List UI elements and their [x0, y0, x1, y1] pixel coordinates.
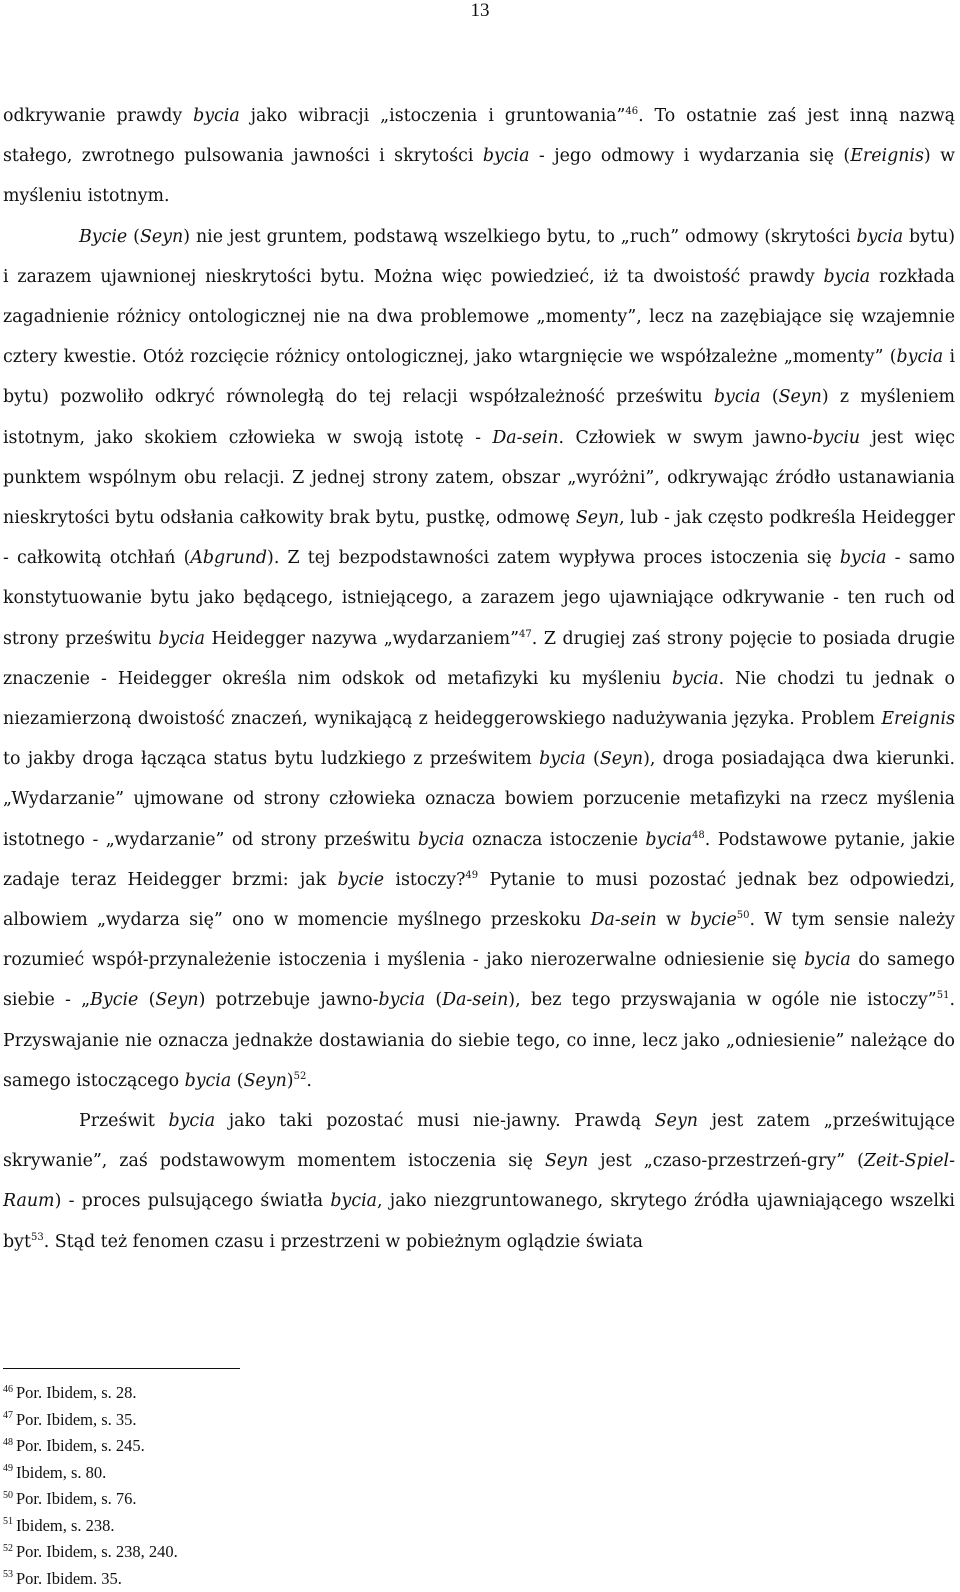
- footnote-text: Por. Ibidem, s. 35.: [16, 1410, 137, 1429]
- italic-term: Bycie: [79, 227, 127, 247]
- text-run: . Stąd też fenomen czasu i przestrzeni w pobieżnym oglądzie świata: [44, 1232, 643, 1252]
- footnote-number: 52: [3, 1543, 13, 1554]
- text-run: to jakby droga łącząca status bytu ludzkiego z prześwitem: [3, 749, 539, 769]
- text-run: (: [127, 227, 140, 247]
- text-run: ). Z tej bezpodstawności zatem wypływa proces istoczenia się: [267, 548, 840, 568]
- text-run: oznacza istoczenie: [465, 830, 646, 850]
- footnote-ref-49[interactable]: 49: [465, 870, 478, 881]
- italic-term: Ereignis: [850, 146, 924, 166]
- footnote-ref-53[interactable]: 53: [31, 1232, 44, 1243]
- text-run: jako wibracji „istoczenia i gruntowania”: [240, 106, 626, 126]
- text-run: ) z myśleniem istotnym, jako skokiem człowieka w swoją istotę -: [3, 387, 955, 447]
- italic-term: Seyn: [545, 1151, 588, 1171]
- italic-term: Da-sein: [442, 990, 508, 1010]
- footnote-47: [3, 1407, 603, 1434]
- footnote-number: 50: [3, 1490, 13, 1501]
- italic-term: Seyn: [244, 1071, 287, 1091]
- text-run: ) potrzebuje jawno-: [199, 990, 379, 1010]
- footnote-text: Por. Ibidem, s. 28.: [16, 1383, 137, 1402]
- footnote-text: Por. Ibidem, s. 76.: [16, 1489, 137, 1508]
- text-run: odkrywanie prawdy: [3, 106, 193, 126]
- text-run: . To ostatnie zaś jest inną nazwą stałego, zwrotnego pulsowania jawności i skrytości: [3, 106, 955, 166]
- italic-term: bycia: [856, 227, 903, 247]
- text-run: . Przyswajanie nie oznacza jednakże dostawiania do siebie tego, co inne, lecz jako „odniesienie” należące do samego istoczącego: [3, 990, 955, 1090]
- text-run: (: [586, 749, 600, 769]
- footnote-number: 48: [3, 1437, 13, 1448]
- italic-term: bycia: [378, 990, 425, 1010]
- text-run: , lub - jak często podkreśla Heidegger - całkowitą otchłań (: [3, 508, 955, 568]
- italic-term: bycia: [645, 830, 692, 850]
- text-run: bytu) i zarazem ujawnionej nieskrytości bytu. Można więc powiedzieć, iż ta dwoistość prawdy: [3, 227, 955, 287]
- text-run: istoczy?: [384, 870, 465, 890]
- italic-term: bycia: [672, 669, 719, 689]
- italic-term: Zeit-Spiel-Raum: [3, 1151, 955, 1211]
- italic-term: Seyn: [779, 387, 822, 407]
- footnote-number: 46: [3, 1384, 13, 1395]
- text-run: .: [306, 1071, 312, 1091]
- text-run: . W tym sensie należy rozumieć współ-przynależenie istoczenia i myślenia - jako nierozerwalne odniesienie się: [3, 910, 955, 970]
- footnote-ref-50[interactable]: 50: [737, 910, 750, 921]
- footnote-number: 51: [3, 1516, 13, 1527]
- italic-term: bycia: [539, 749, 586, 769]
- italic-term: bycia: [804, 950, 851, 970]
- text-run: - samo konstytuowanie bytu jako będącego, istniejącego, a zarazem jego ujawniające odkrywanie - ten ruch od strony prześwitu: [3, 548, 955, 648]
- italic-term: bycie: [690, 910, 737, 930]
- footnote-separator: [3, 1368, 240, 1369]
- text-run: jest zatem „prześwitujące skrywanie”, zaś podstawowym momentem istoczenia się: [3, 1111, 955, 1171]
- text-run: ) - proces pulsującego światła: [55, 1191, 331, 1211]
- footnote-ref-52[interactable]: 52: [294, 1071, 307, 1082]
- footnote-number: 49: [3, 1463, 13, 1474]
- footnote-text: Por. Ibidem, s. 238, 240.: [16, 1542, 178, 1561]
- text-run: ): [287, 1071, 294, 1091]
- italic-term: bycia: [418, 830, 465, 850]
- italic-term: bycia: [483, 146, 530, 166]
- footnote-ref-48[interactable]: 48: [692, 830, 705, 841]
- italic-term: bycia: [824, 267, 871, 287]
- italic-term: Da-sein: [492, 428, 558, 448]
- italic-term: bycia: [330, 1191, 377, 1211]
- text-run: (: [761, 387, 779, 407]
- italic-term: Da-sein: [591, 910, 657, 930]
- text-run: . Z drugiej zaś strony pojęcie to posiada drugie znaczenie - Heidegger określa nim odskok od metafizyki ku myśleniu: [3, 629, 955, 689]
- italic-term: bycia: [193, 106, 240, 126]
- text-run: (: [231, 1071, 243, 1091]
- footnote-51: [3, 1513, 603, 1540]
- italic-term: bycia: [714, 387, 761, 407]
- footnote-ref-47[interactable]: 47: [519, 629, 532, 640]
- italic-term: byciu: [813, 428, 860, 448]
- italic-term: Seyn: [140, 227, 183, 247]
- page-number: 13: [0, 0, 960, 22]
- text-run: , jako niezgruntowanego, skrytego źródła ujawniającego wszelki byt: [3, 1191, 955, 1251]
- footnote-53: [3, 1566, 603, 1592]
- footnote-46: [3, 1380, 603, 1407]
- text-run: jest więc punktem wspólnym obu relacji. Z jednej strony zatem, obszar „wyróżni”, odkrywając źródło ustanawiania nieskrytości bytu odsłania całkowity brak bytu, pustkę, odmowę: [3, 428, 955, 528]
- paragraph-2: [3, 217, 955, 1101]
- text-run: i bytu) pozwoliło odkryć równoległą do tej relacji współzależność prześwitu: [3, 347, 955, 407]
- footnote-text: Por. Ibidem. 35.: [16, 1569, 122, 1588]
- footnote-49: [3, 1460, 603, 1487]
- text-run: jest „czaso-przestrzeń-gry” (: [588, 1151, 864, 1171]
- footnote-ref-46[interactable]: 46: [625, 106, 638, 117]
- italic-term: Ereignis: [881, 709, 955, 729]
- italic-term: bycia: [168, 1111, 215, 1131]
- italic-term: bycia: [897, 347, 944, 367]
- footnotes-list: [3, 1380, 603, 1592]
- italic-term: bycia: [158, 629, 205, 649]
- footnote-number: 53: [3, 1569, 13, 1580]
- italic-term: bycia: [185, 1071, 232, 1091]
- italic-term: Seyn: [576, 508, 619, 528]
- footnote-ref-51[interactable]: 51: [937, 991, 950, 1002]
- main-text: [3, 96, 955, 1262]
- text-run: jako taki pozostać musi nie-jawny. Prawdą: [215, 1111, 655, 1131]
- text-run: (: [138, 990, 155, 1010]
- footnote-52: [3, 1539, 603, 1566]
- footnote-text: Ibidem, s. 80.: [16, 1463, 106, 1482]
- text-run: ) w myśleniu istotnym.: [3, 146, 955, 206]
- italic-term: Seyn: [655, 1111, 698, 1131]
- text-run: . Człowiek w swym jawno-: [559, 428, 813, 448]
- footnote-48: [3, 1433, 603, 1460]
- text-run: ), bez tego przyswajania w ogóle nie istoczy”: [508, 990, 936, 1010]
- footnote-number: 47: [3, 1410, 13, 1421]
- text-run: ), droga posiadająca dwa kierunki. „Wydarzanie” ujmowane od strony człowieka oznacza bowiem porzucenie metafizyki na rzecz myślenia istotnego - „wydarzanie” od strony prześwitu: [3, 749, 955, 849]
- text-run: Prześwit: [79, 1111, 168, 1131]
- text-run: do samego siebie - „: [3, 950, 955, 1010]
- italic-term: bycie: [338, 870, 385, 890]
- text-run: Heidegger nazywa „wydarzaniem”: [205, 629, 519, 649]
- italic-term: Seyn: [600, 749, 643, 769]
- text-run: ) nie jest gruntem, podstawą wszelkiego bytu, to „ruch” odmowy (skrytości: [183, 227, 856, 247]
- italic-term: Abgrund: [190, 548, 267, 568]
- paragraph-1: [3, 96, 955, 217]
- text-run: . Podstawowe pytanie, jakie zadaje teraz Heidegger brzmi: jak: [3, 830, 955, 890]
- italic-term: Seyn: [155, 990, 198, 1010]
- footnote-text: Ibidem, s. 238.: [16, 1516, 115, 1535]
- text-run: w: [657, 910, 690, 930]
- paragraph-3: [3, 1101, 955, 1262]
- footnote-50: [3, 1486, 603, 1513]
- text-run: Pytanie to musi pozostać jednak bez odpowiedzi, albowiem „wydarza się” ono w momencie myślnego przeskoku: [3, 870, 955, 930]
- text-run: (: [425, 990, 442, 1010]
- text-run: rozkłada zagadnienie różnicy ontologicznej nie na dwa problemowe „momenty”, lecz na zazębiające się wzajemnie cztery kwestie. Otóż rozcięcie różnicy ontologicznej, jako wtargnięcie we współzależne „momenty” (: [3, 267, 955, 367]
- text-run: - jego odmowy i wydarzania się (: [530, 146, 851, 166]
- text-run: . Nie chodzi tu jednak o niezamierzoną dwoistość znaczeń, wynikającą z heideggerowskiego nadużywania języka. Problem: [3, 669, 955, 729]
- footnote-text: Por. Ibidem, s. 245.: [16, 1436, 145, 1455]
- italic-term: Bycie: [90, 990, 138, 1010]
- italic-term: bycia: [840, 548, 887, 568]
